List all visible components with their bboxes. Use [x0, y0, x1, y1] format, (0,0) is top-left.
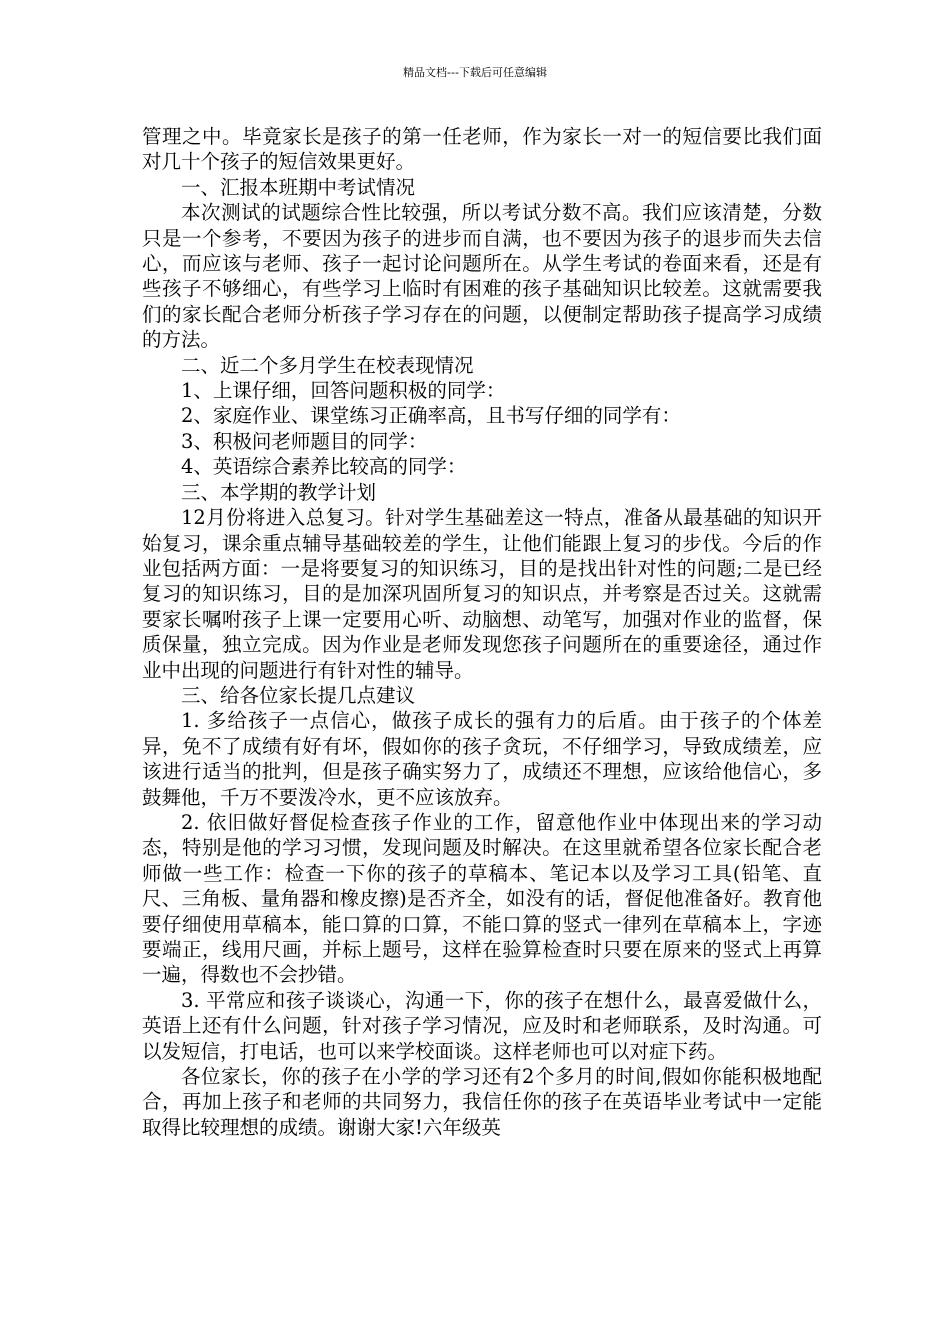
section-heading-midterm: 一、汇报本班期中考试情况: [181, 175, 416, 199]
section-heading-plan: 三、本学期的教学计划: [181, 480, 377, 504]
list-item: 1、上课仔细，回答问题积极的同学：: [181, 379, 506, 403]
suggestion-item: 2. 依旧做好督促检查孩子作业的工作，留意他作业中体现出来的学习动态，特别是他的学习习惯，发现问题及时解决。在这里就希望各位家长配合老师做一些工作：检查一下你的孩子的草稿本、笔记本以及学习工具(铅笔、直尺、三角板、量角器和橡皮擦)是否齐全，如没有的话，督促他准备好。教育他要仔细使用草稿本，能口算的口算，不能口算的竖式一律列在草稿本上，字迹要端正，线用尺画，并标上题号，这样在验算检查时只要在原来的竖式上再算一遍，得数也不会抄错。: [142, 810, 822, 987]
section-heading-suggestions: 三、给各位家长提几点建议: [181, 683, 416, 707]
paragraph-closing: 各位家长，你的孩子在小学的学习还有2个多月的时间,假如你能积极地配合，再加上孩子和老师的共同努力，我信任你的孩子在英语毕业考试中一定能取得比较理想的成绩。谢谢大家!六年级英: [142, 1065, 822, 1139]
page-header: 精品文档---下载后可任意编辑: [403, 66, 547, 79]
paragraph-plan: 12月份将进入总复习。针对学生基础差这一特点，准备从最基础的知识开始复习，课余重点辅导基础较差的学生，让他们能跟上复习的步伐。今后的作业包括两方面：一是将要复习的知识练习，目的是找出针对性的问题;二是已经复习的知识练习，目的是加深巩固所复习的知识点，并考察是否过关。这就需要家长嘱咐孩子上课一定要用心听、动脑想、动笔写，加强对作业的监督，保质保量，独立完成。因为作业是老师发现您孩子问题所在的重要途径，通过作业中出现的问题进行有针对性的辅导。: [142, 506, 822, 682]
suggestion-item: 3. 平常应和孩子谈谈心，沟通一下，你的孩子在想什么，最喜爱做什么，英语上还有什么问题，针对孩子学习情况，应及时和老师联系，及时沟通。可以发短信，打电话，也可以来学校面谈。这样老师也可以对症下药。: [142, 988, 822, 1063]
paragraph-midterm: 本次测试的试题综合性比较强，所以考试分数不高。我们应该清楚，分数只是一个参考，不要因为孩子的进步而自满，也不要因为孩子的退步而失去信心，而应该与老师、孩子一起讨论问题所在。从学生考试的卷面来看，还是有些孩子不够细心，有些学习上临时有困难的孩子基础知识比较差。这就需要我们的家长配合老师分析孩子学习存在的问题，以便制定帮助孩子提高学习成绩的方法。: [142, 201, 822, 352]
suggestion-item: 1. 多给孩子一点信心，做孩子成长的强有力的后盾。由于孩子的个体差异，免不了成绩有好有坏，假如你的孩子贪玩，不仔细学习，导致成绩差，应该进行适当的批判，但是孩子确实努力了，成绩还不理想，应该给他信心，多鼓舞他，千万不要泼冷水，更不应该放弃。: [142, 709, 822, 809]
list-item: 4、英语综合素养比较高的同学：: [181, 455, 467, 479]
paragraph-continuation: 管理之中。毕竟家长是孩子的第一任老师，作为家长一对一的短信要比我们面对几十个孩子的短信效果更好。: [142, 125, 822, 174]
document-body: [142, 124, 822, 1140]
list-item: 2、家庭作业、课堂练习正确率高，且书写仔细的同学有：: [181, 404, 681, 428]
list-item: 3、积极问老师题目的同学：: [181, 429, 428, 453]
section-heading-performance: 二、近二个多月学生在校表现情况: [181, 353, 474, 377]
